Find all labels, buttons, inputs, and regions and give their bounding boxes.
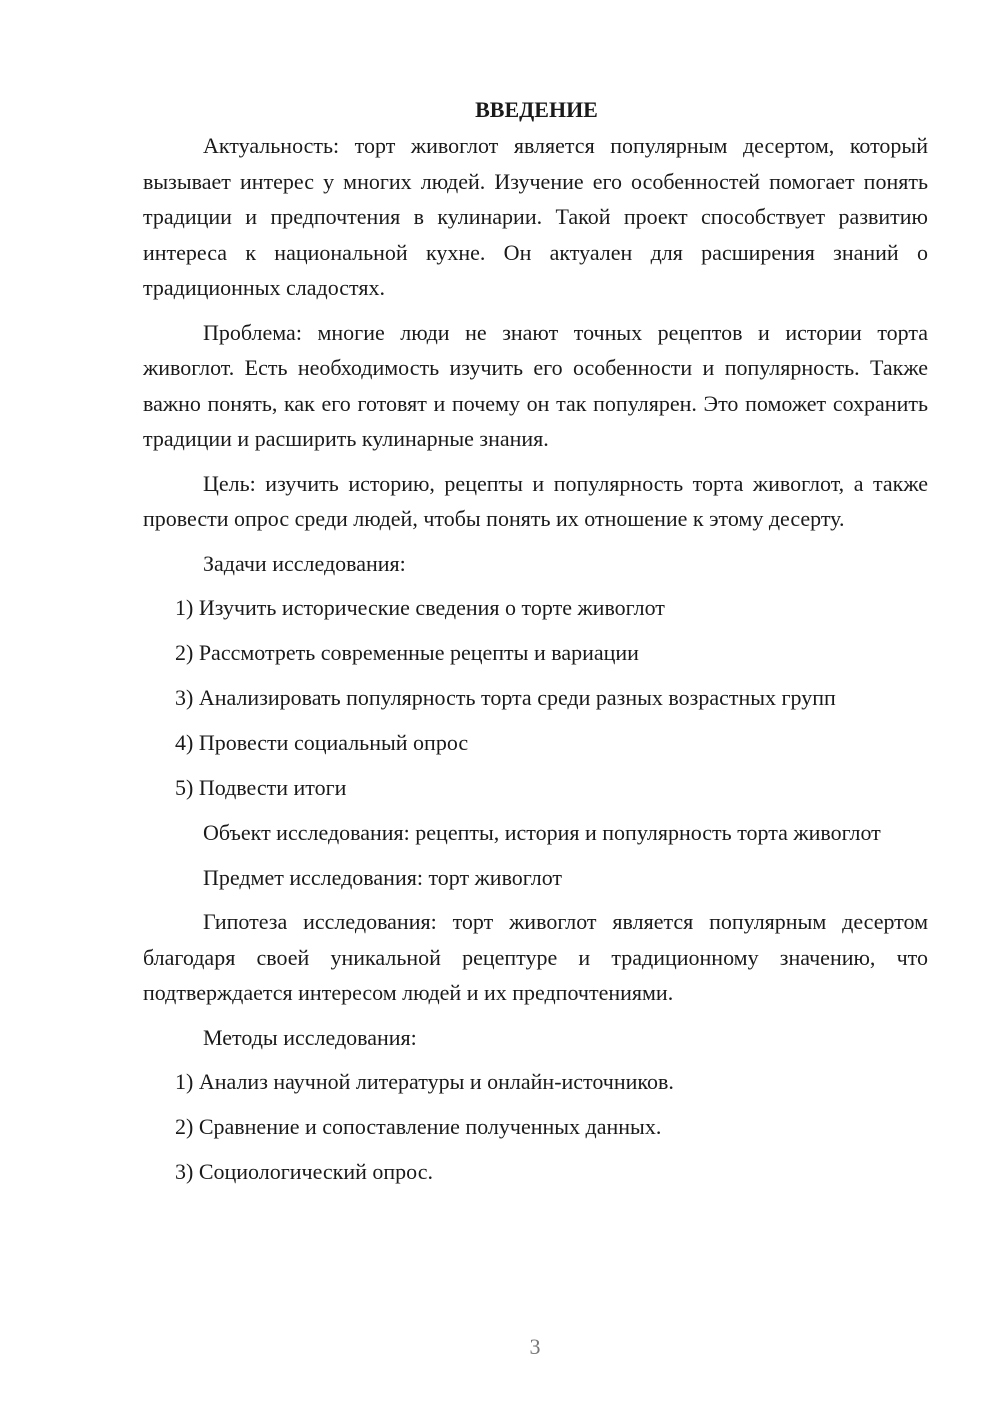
list-item: 5) Подвести итоги [175, 775, 347, 800]
tasks-list [143, 590, 928, 806]
methods-list [143, 1064, 928, 1190]
page-number: 3 [529, 1334, 541, 1359]
document-page [143, 92, 928, 1199]
object-paragraph: Объект исследования: рецепты, история и популярность торта живоглот [203, 820, 881, 845]
problem-paragraph: Проблема: многие люди не знают точных рецептов и истории торта живоглот. Есть необходимость изучить его особенности и популярность. Также важно понять, как его готовят и почему он так популярен. Это поможет сохранить традиции и расширить кулинарные знания. [143, 319, 928, 451]
subject-paragraph: Предмет исследования: торт живоглот [203, 864, 563, 890]
tasks-heading: Задачи исследования: [203, 550, 406, 576]
list-item: 3) Анализировать популярность торта среди разных возрастных групп [175, 685, 836, 710]
list-item: 2) Рассмотреть современные рецепты и вариации [175, 640, 639, 665]
list-item: 4) Провести социальный опрос [175, 730, 469, 755]
hypothesis-paragraph: Гипотеза исследования: торт живоглот является популярным десертом благодаря своей уникальной рецептуре и традиционному значению, что подтверждается интересом людей и их предпочтениями. [143, 909, 928, 1005]
goal-paragraph: Цель: изучить историю, рецепты и популярность торта живоглот, а также провести опрос среди людей, чтобы понять их отношение к этому десерту. [143, 470, 928, 531]
list-item: 1) Анализ научной литературы и онлайн-источников. [175, 1069, 674, 1094]
list-item: 3) Социологический опрос. [175, 1159, 433, 1184]
page-title: ВВЕДЕНИЕ [475, 97, 598, 122]
list-item: 2) Сравнение и сопоставление полученных данных. [175, 1114, 662, 1139]
list-item: 1) Изучить исторические сведения о торте живоглот [175, 595, 665, 620]
methods-heading: Методы исследования: [203, 1024, 417, 1050]
relevance-paragraph: Актуальность: торт живоглот является популярным десертом, который вызывает интерес у многих людей. Изучение его особенностей помогает понять традиции и предпочтения в кулинарии. Такой проект способствует развитию интереса к национальной кухне. Он актуален для расширения знаний о традиционных сладостях. [143, 133, 928, 300]
